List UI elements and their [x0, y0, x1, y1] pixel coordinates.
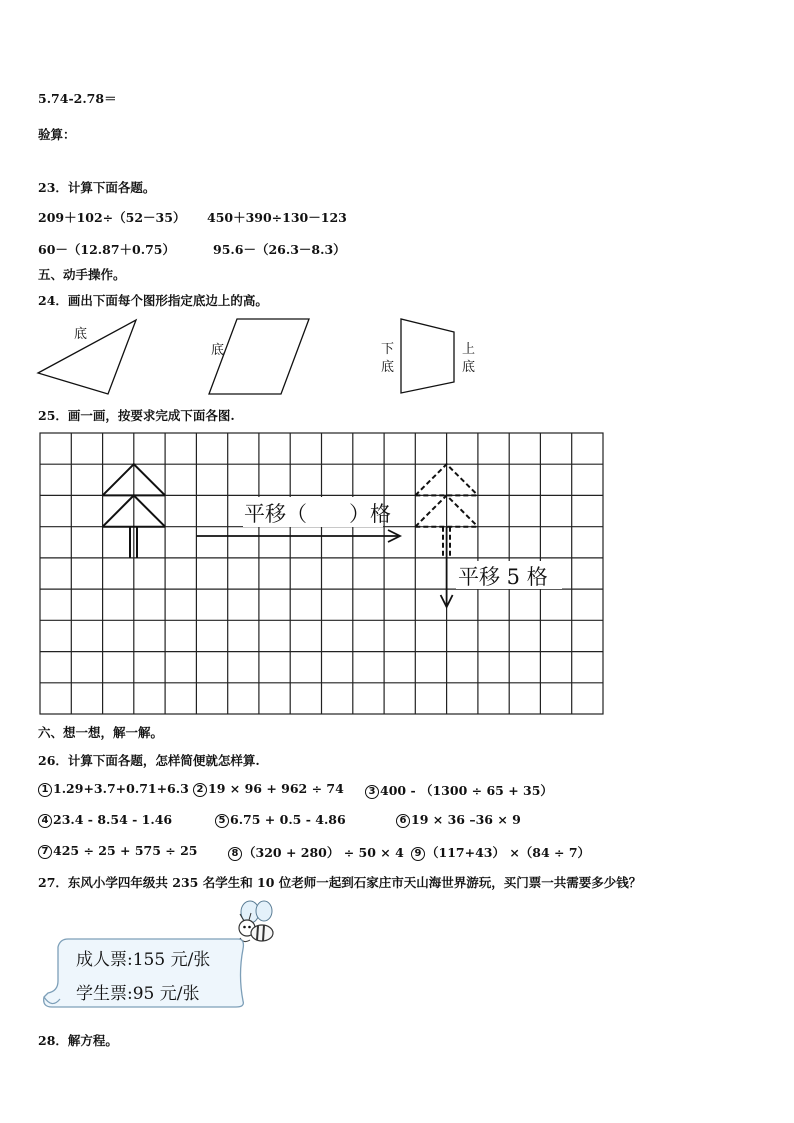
q26-item-8: 8 （320 + 280） ÷ 50 × 4 [228, 843, 404, 861]
parallelogram-base-label: 底 [211, 343, 225, 358]
q26-item-5: 5 6.75 + 0.5 - 4.86 [215, 812, 346, 828]
q27-title: 27．东风小学四年级共 235 名学生和 10 位老师一起到石家庄市天山海世界游玩，买门票一共需要多少钱？ [38, 875, 642, 890]
q26-item-1: 1 1.29+3.7+0.71+6.3 [38, 781, 189, 797]
q26-item-6: 6 19 × 36 –36 × 9 [396, 812, 521, 828]
q26-item-9: 9 （117+43） ×（84 ÷ 7） [411, 843, 590, 861]
q26-item-7: 7 425 ÷ 25 + 575 ÷ 25 [38, 843, 198, 859]
q26-item-2: 2 19 × 96 + 962 ÷ 74 [193, 781, 344, 797]
move-down-label: 平移 5 格 [458, 565, 548, 589]
q25-title: 25．画一画，按要求完成下面各图. [38, 408, 235, 423]
trapezoid-lower-label-b: 底 [381, 360, 395, 375]
q23-item-3: 60－（12.87＋0.75） [38, 242, 175, 257]
trapezoid-upper-label-b: 底 [462, 360, 476, 375]
translation-grid [38, 431, 606, 717]
triangle-base-label: 底 [74, 327, 88, 342]
q24-title: 24．画出下面每个图形指定底边上的高。 [38, 293, 268, 308]
q26-title: 26．计算下面各题，怎样简便就怎样算. [38, 753, 260, 768]
move-left-label: 平移（ ）格 [244, 502, 391, 526]
q26-item-4: 4 23.4 - 8.54 - 1.46 [38, 812, 172, 828]
q26-item-3: 3 400 - （1300 ÷ 65 + 35） [365, 781, 553, 799]
section-six-heading: 六、想一想，解一解。 [38, 725, 164, 740]
expression-line: 5.74-2.78＝ [38, 91, 117, 106]
student-ticket-price: 学生票:95 元/张 [76, 984, 200, 1004]
section-five-heading: 五、动手操作。 [38, 267, 126, 282]
q23-title: 23．计算下面各题。 [38, 180, 156, 195]
ticket-price-card [40, 935, 245, 1009]
adult-ticket-price: 成人票:155 元/张 [76, 950, 211, 970]
trapezoid-figure [396, 316, 460, 398]
q23-item-4: 95.6－（26.3－8.3） [213, 242, 346, 257]
trapezoid-upper-label-a: 上 [462, 342, 476, 357]
check-label: 验算： [38, 127, 76, 142]
q23-item-1: 209＋102÷（52－35） [38, 210, 186, 225]
trapezoid-lower-label-a: 下 [381, 342, 395, 357]
q28-title: 28．解方程。 [38, 1033, 118, 1048]
triangle-figure [36, 316, 146, 398]
q23-item-2: 450＋390÷130－123 [207, 210, 347, 225]
